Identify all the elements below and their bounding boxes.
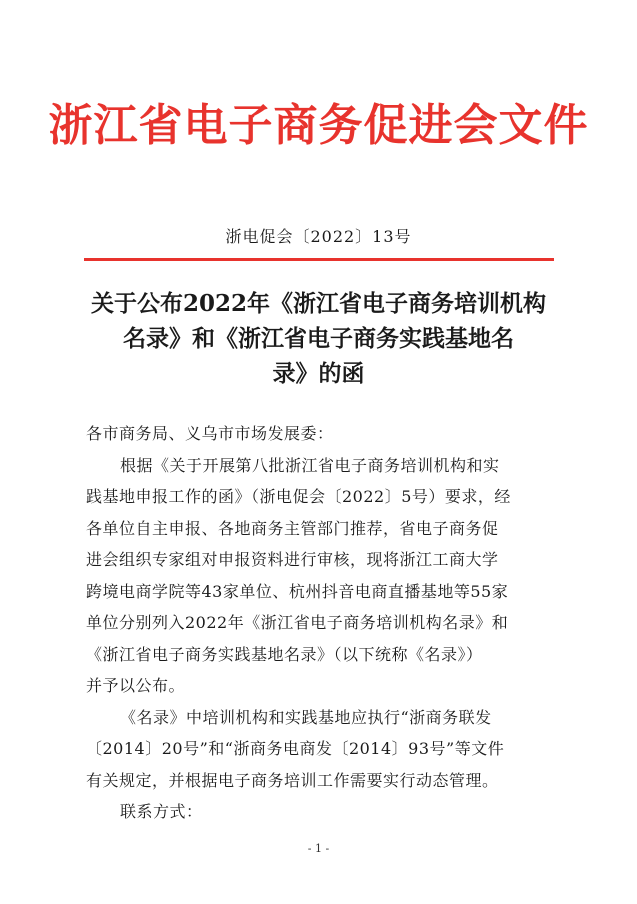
document-number: 浙电促会〔2022〕13号 <box>225 227 412 246</box>
paragraph-1-line: 《浙江省电子商务实践基地名录》（以下统称《名录》） <box>86 644 483 664</box>
contact-label: 联系方式： <box>120 802 203 821</box>
paragraph-1-line: 根据《关于开展第八批浙江省电子商务培训机构和实 <box>120 455 500 475</box>
salutation: 各市商务局、义乌市市场发展委： <box>86 424 334 443</box>
paragraph-1-line: 进会组织专家组对申报资料进行审核，现将浙江工商大学 <box>86 550 499 569</box>
paragraph-2-line: 有关规定，并根据电子商务培训工作需要实行动态管理。 <box>86 770 499 790</box>
document-title <box>80 286 557 391</box>
paragraph-1-line: 并予以公布。 <box>86 676 186 695</box>
red-separator-line <box>84 258 554 261</box>
page-number: - 1 - <box>307 842 330 855</box>
paragraph-1-line: 各单位自主申报、各地商务主管部门推荐，省电子商务促 <box>86 518 499 538</box>
title-line-3: 录》的函 <box>272 360 365 387</box>
paragraph-2-line: 《名录》中培训机构和实践基地应执行“浙商务联发 <box>120 707 492 727</box>
masthead-title: 浙江省电子商务促进会文件 <box>48 100 589 151</box>
document-body <box>86 418 556 828</box>
paragraph-1-line: 跨境电商学院等43家单位、杭州抖音电商直播基地等55家 <box>86 581 509 601</box>
title-line-1: 关于公布2022年《浙江省电子商务培训机构 <box>90 290 546 317</box>
paragraph-1-line: 践基地申报工作的函》（浙电促会〔2022〕5号）要求，经 <box>86 487 511 506</box>
paragraph-1-line: 单位分别列入2022年《浙江省电子商务培训机构名录》和 <box>86 613 509 632</box>
paragraph-2-line: 〔2014〕20号”和“浙商务电商发〔2014〕93号”等文件 <box>86 739 505 758</box>
title-line-2: 名录》和《浙江省电子商务实践基地名 <box>123 325 514 352</box>
